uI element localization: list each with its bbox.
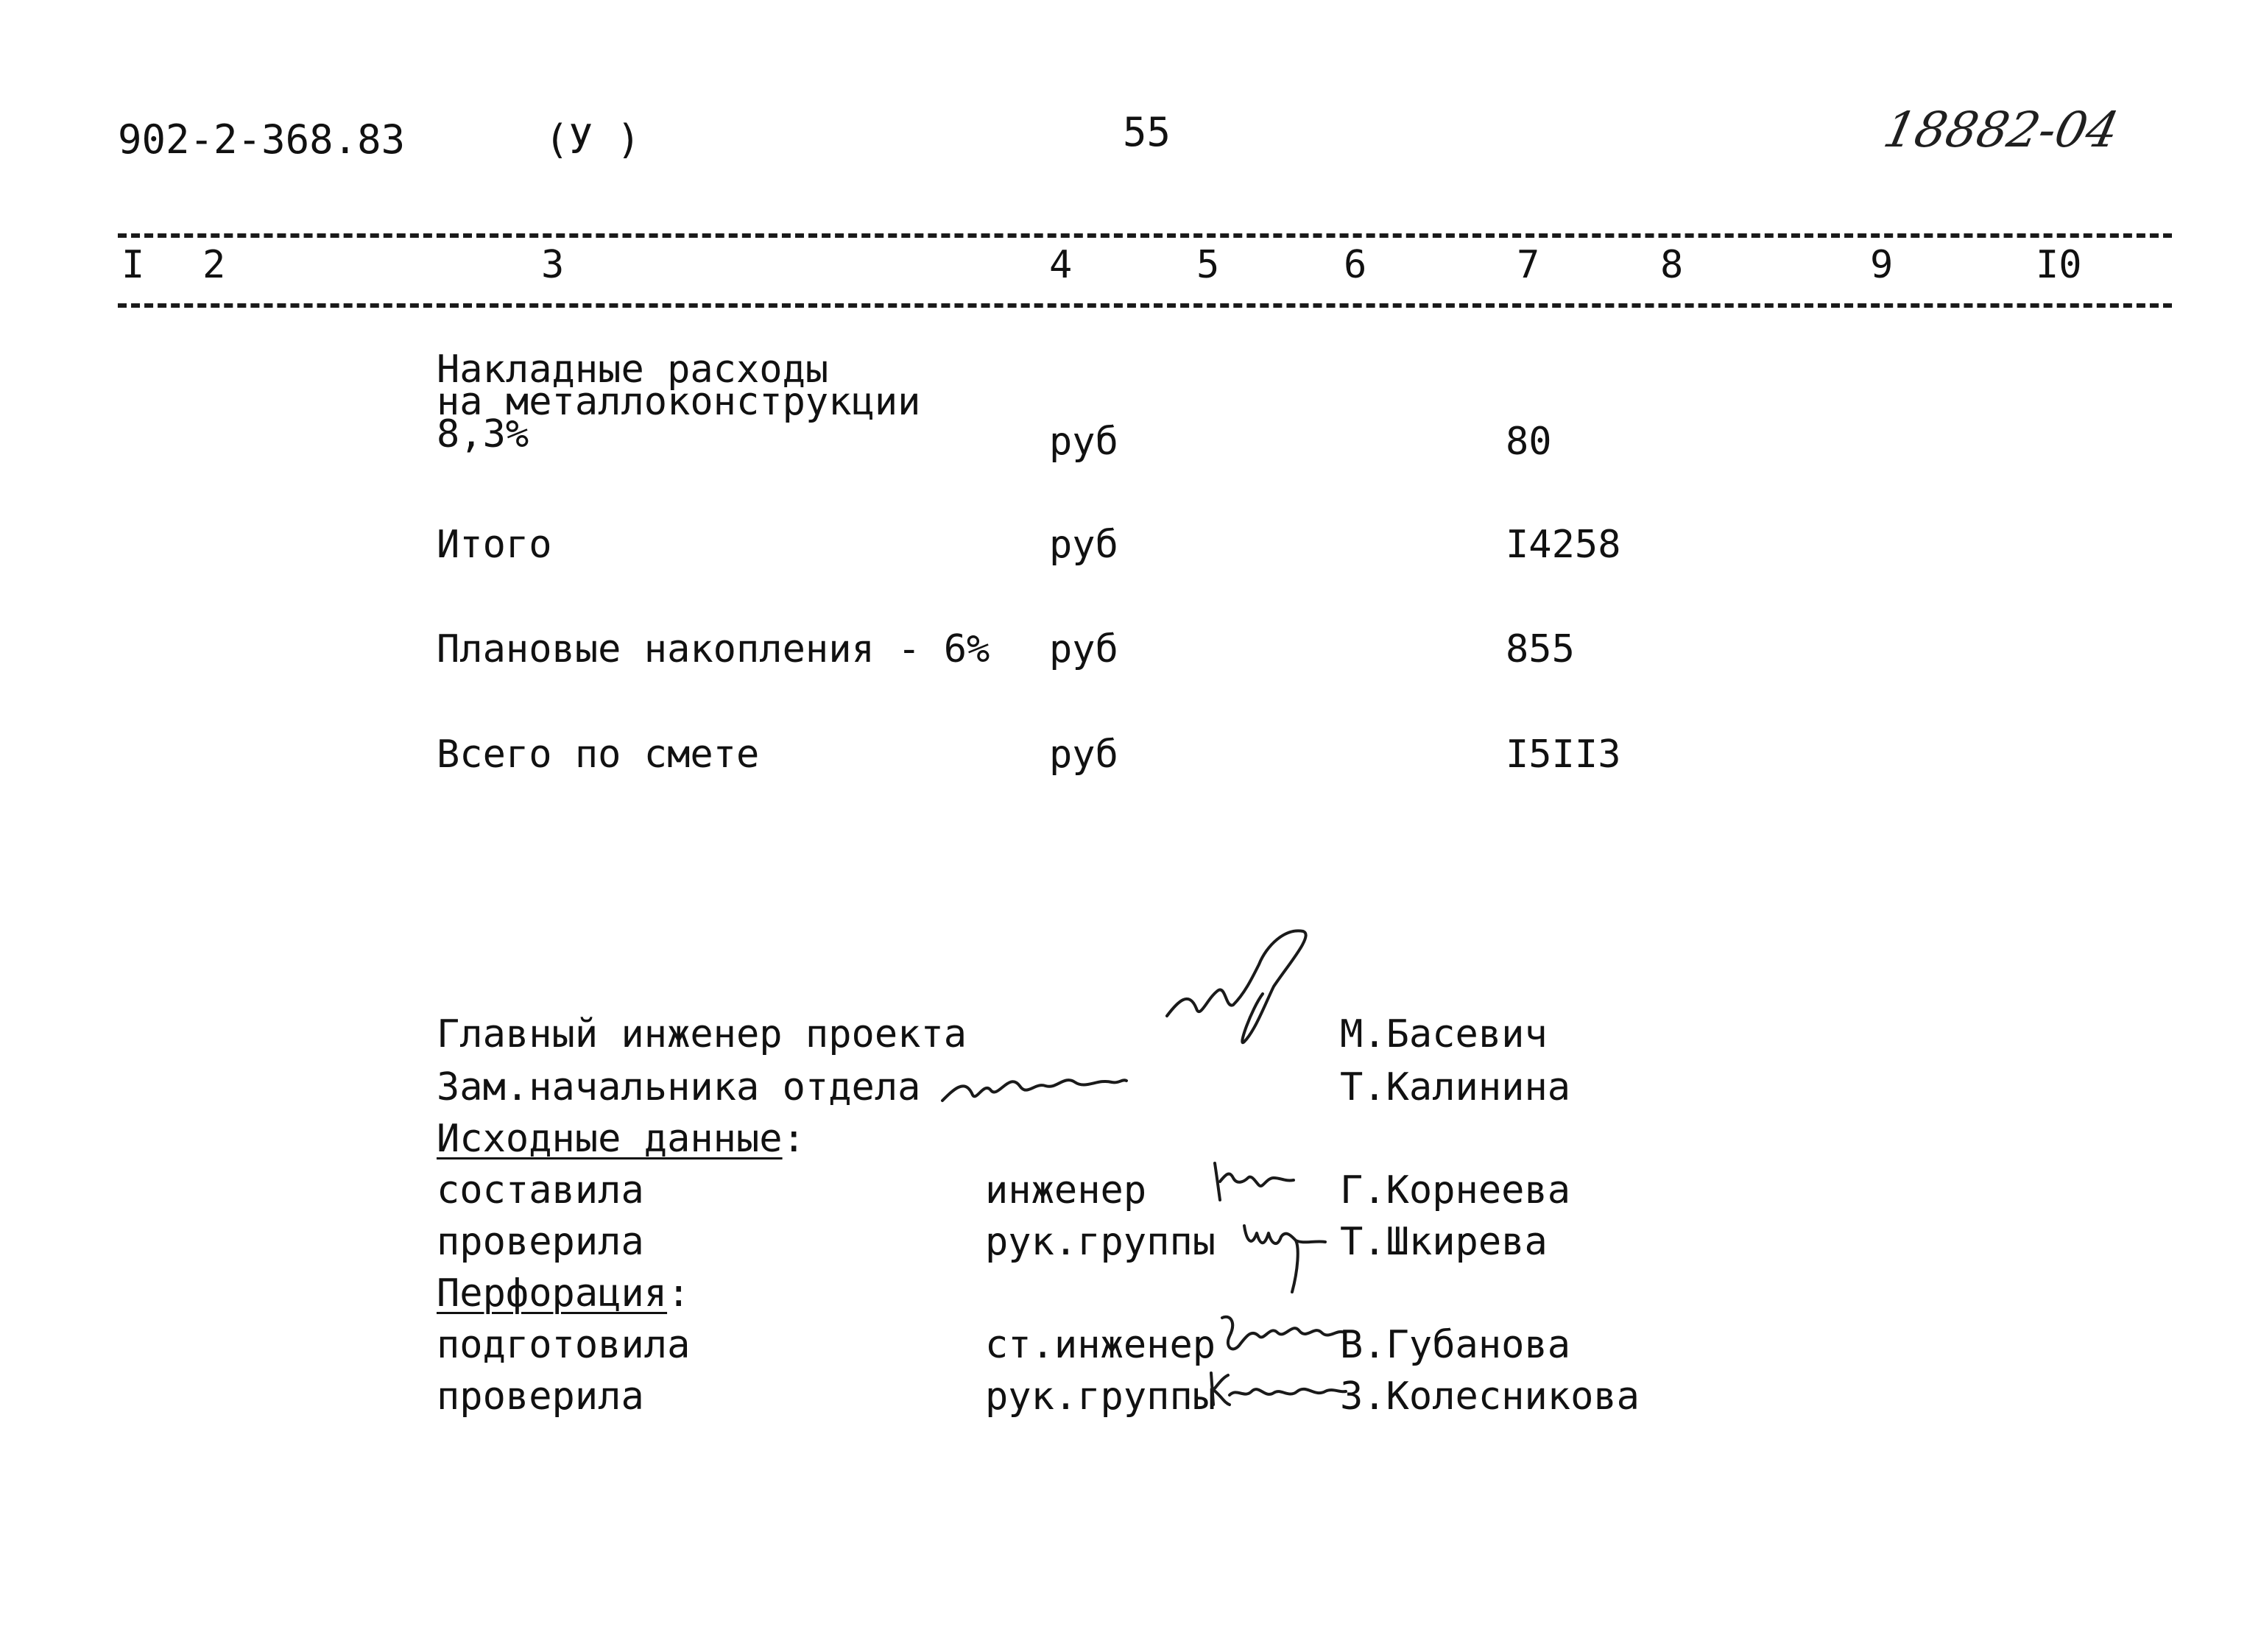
estimate-total-unit: руб	[1049, 733, 1118, 777]
column-5-header: 5	[1196, 243, 1220, 287]
total-value: I4258	[1506, 523, 1621, 567]
handwritten-number: 18882-04	[1878, 102, 2124, 158]
perforation-title: Перфорация	[437, 1271, 668, 1316]
planned-savings-unit: руб	[1049, 627, 1118, 671]
column-6-header: 6	[1344, 243, 1367, 287]
perforation-heading	[437, 1271, 690, 1316]
column-2-header: 2	[202, 243, 226, 287]
column-1-header: I	[121, 243, 145, 287]
column-8-header: 8	[1660, 243, 1684, 287]
header-top-rule	[118, 233, 2172, 238]
total-label: Итого	[437, 523, 552, 567]
deputy-head-role: Зам.начальника отдела	[437, 1065, 921, 1109]
perforation-colon: :	[667, 1271, 691, 1316]
document-code: 902-2-368.83	[118, 116, 406, 163]
column-7-header: 7	[1517, 243, 1540, 287]
overhead-line-2: на металлоконструкции	[437, 380, 921, 424]
document-mark: (У )	[545, 116, 641, 163]
total-unit: руб	[1049, 523, 1118, 567]
overhead-costs-label	[437, 347, 921, 456]
planned-savings-value: 855	[1506, 627, 1575, 671]
overhead-line-1: Накладные расходы	[437, 347, 829, 392]
perforation-checked-position: рук.группы	[985, 1374, 1216, 1419]
deputy-head-name: Т.Калинина	[1340, 1065, 1571, 1109]
checked-signature	[1241, 1218, 1329, 1299]
planned-savings-label: Плановые накопления - 6%	[437, 627, 990, 671]
header-bottom-rule	[118, 303, 2172, 308]
source-data-title: Исходные данные	[437, 1117, 783, 1161]
compiled-signature	[1211, 1159, 1296, 1204]
column-9-header: 9	[1870, 243, 1894, 287]
source-data-colon: :	[782, 1117, 805, 1161]
prepared-action: подготовила	[437, 1323, 691, 1367]
perforation-checked-action: проверила	[437, 1374, 644, 1419]
checked-name: Т.Шкирева	[1340, 1220, 1548, 1264]
compiled-position: инженер	[985, 1168, 1147, 1212]
column-3-header: 3	[541, 243, 565, 287]
page-number: 55	[1123, 109, 1171, 155]
estimate-total-value: I5II3	[1506, 733, 1621, 777]
compiled-name: Г.Корнеева	[1340, 1168, 1571, 1212]
perforation-checked-name: З.Колесникова	[1340, 1374, 1640, 1419]
prepared-signature	[1218, 1310, 1347, 1362]
chief-engineer-signature	[1163, 920, 1318, 1053]
estimate-total-label: Всего по смете	[437, 733, 760, 777]
perforation-checked-signature	[1207, 1369, 1347, 1410]
deputy-head-signature	[939, 1060, 1130, 1119]
chief-engineer-name: М.Басевич	[1340, 1012, 1548, 1056]
prepared-position: ст.инженер	[985, 1323, 1216, 1367]
overhead-value: 80	[1506, 420, 1552, 464]
compiled-action: составила	[437, 1168, 644, 1212]
source-data-heading	[437, 1117, 805, 1161]
chief-engineer-role: Главный инженер проекта	[437, 1012, 967, 1056]
checked-action: проверила	[437, 1220, 644, 1264]
overhead-line-3: 8,3%	[437, 412, 529, 456]
overhead-unit: руб	[1049, 420, 1118, 464]
column-10-header: I0	[2036, 243, 2082, 287]
prepared-name: В.Губанова	[1340, 1323, 1571, 1367]
column-4-header: 4	[1049, 243, 1073, 287]
checked-position: рук.группы	[985, 1220, 1216, 1264]
